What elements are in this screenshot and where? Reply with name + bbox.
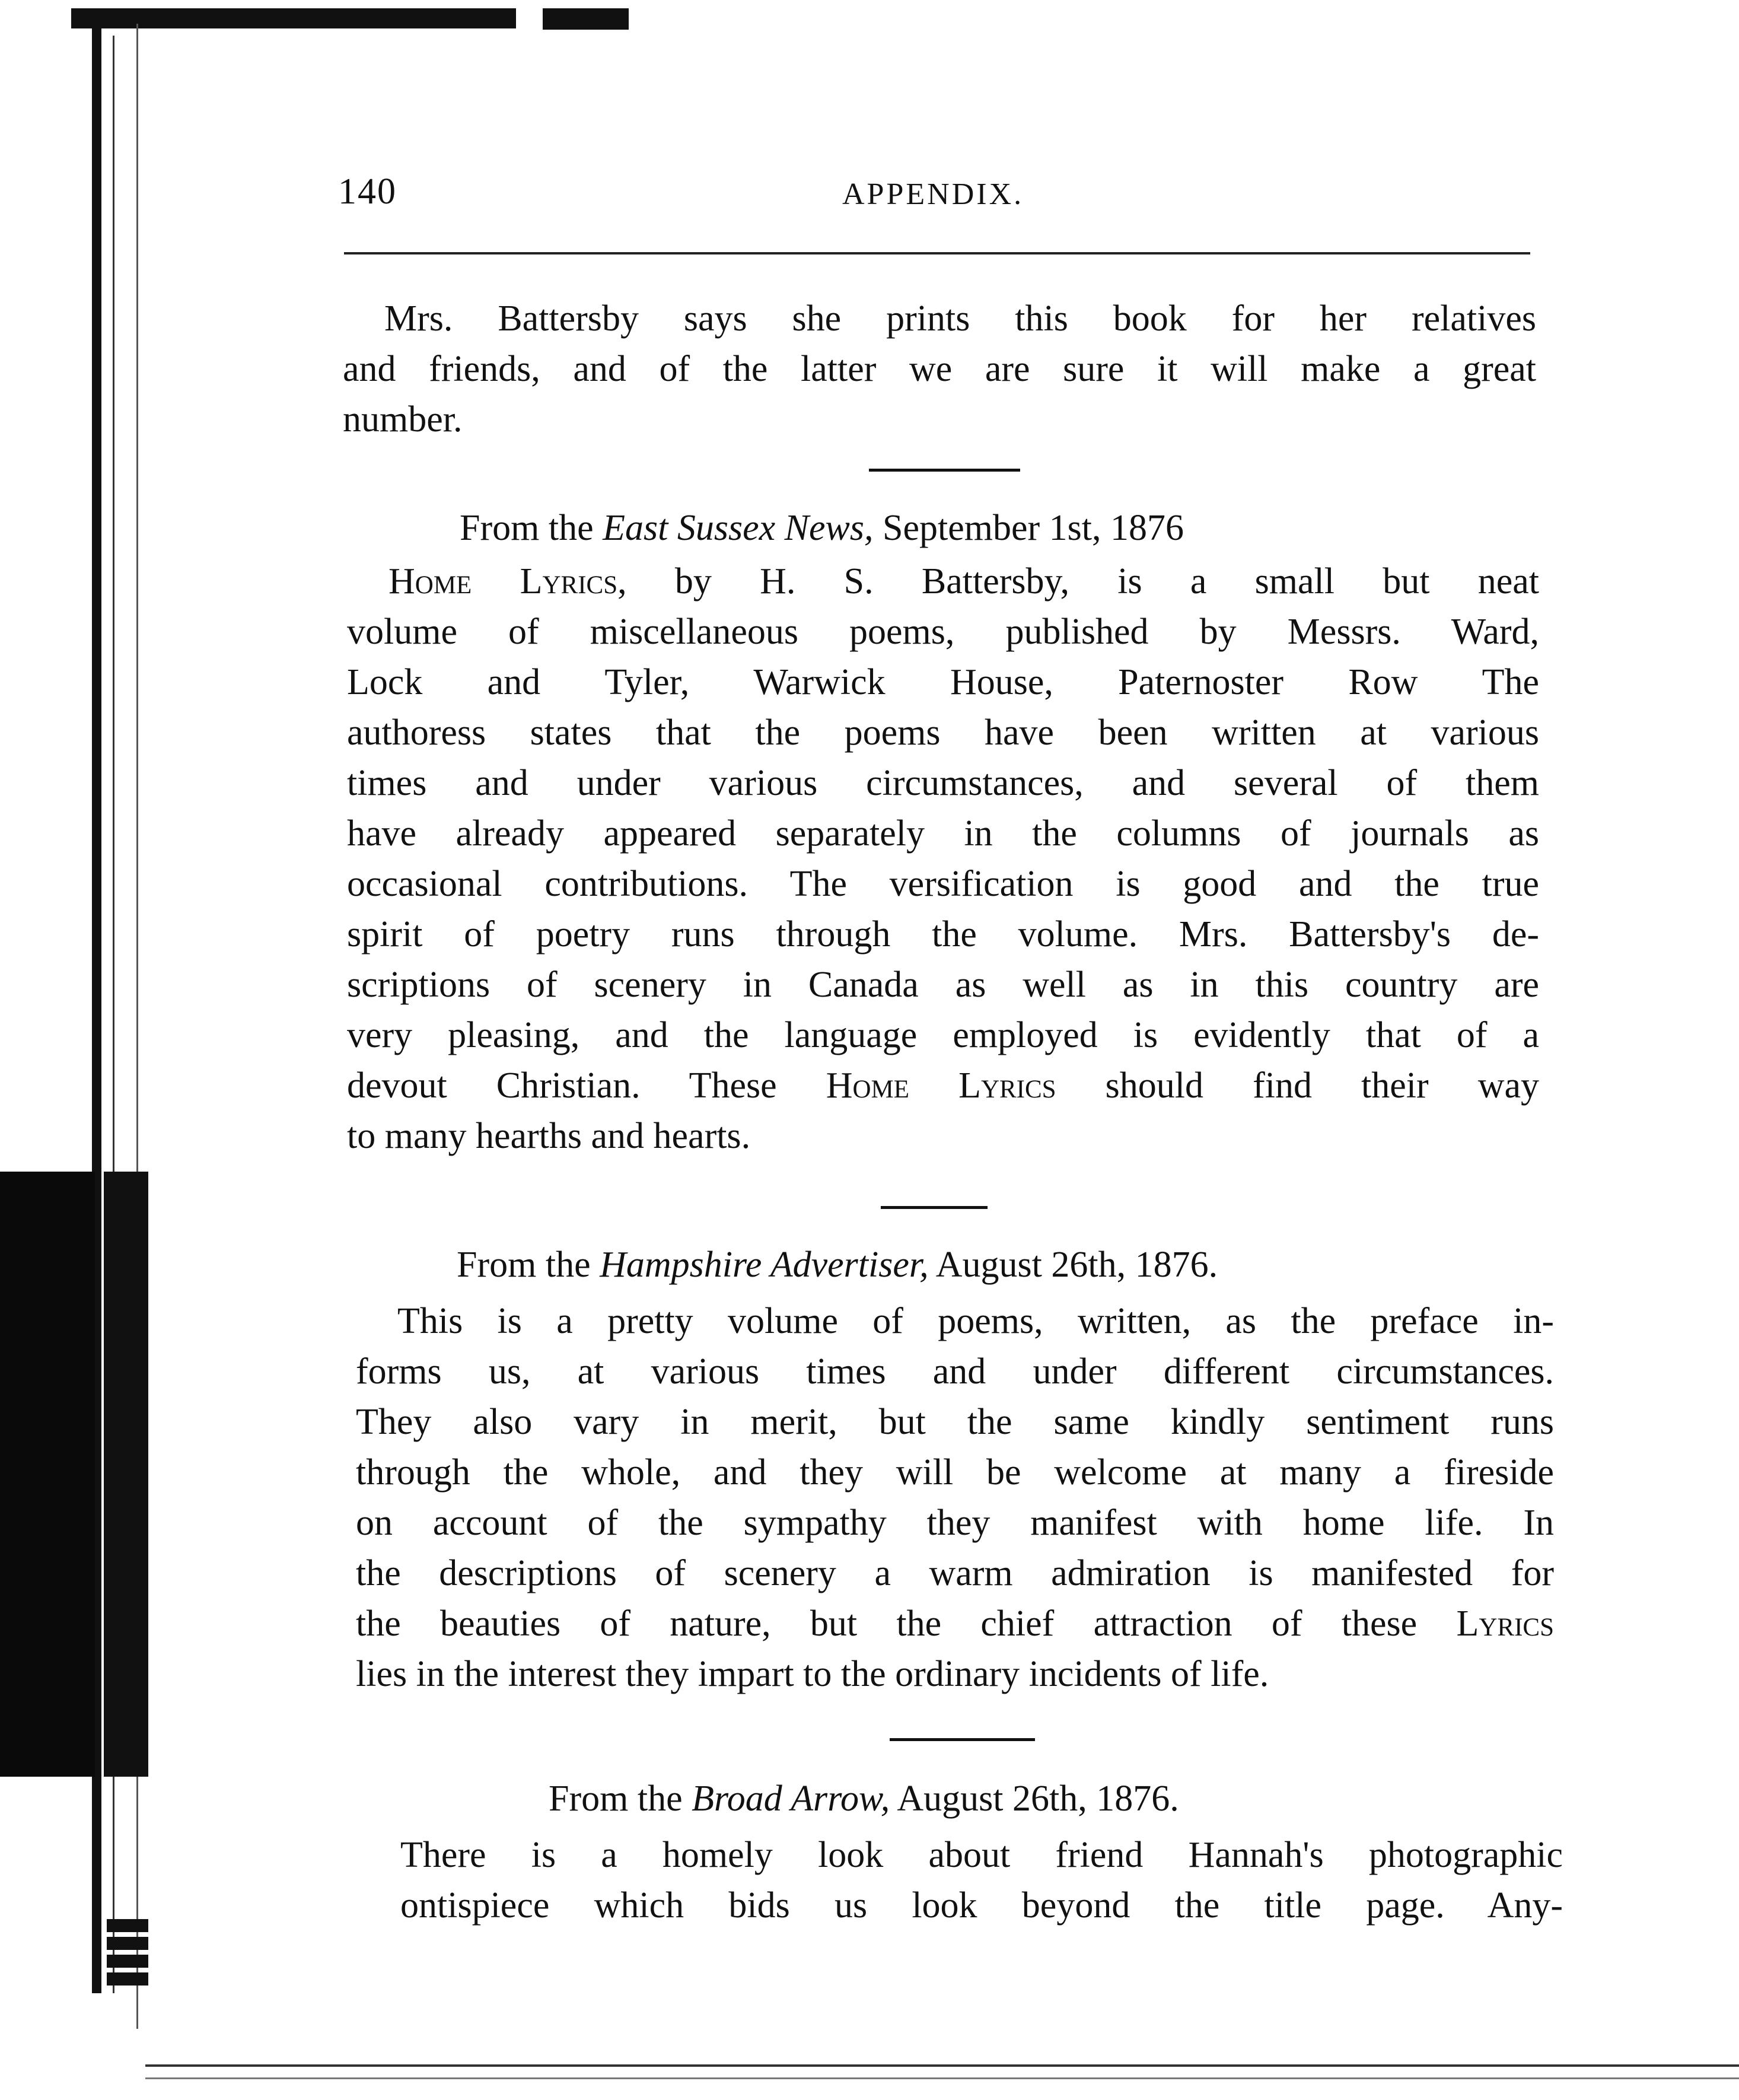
text-line: devout Christian. These Home Lyrics should find their way	[347, 1065, 1540, 1106]
text-line: Home Lyrics, by H. S. Battersby, is a small but neat	[388, 561, 1539, 602]
text-line: and friends, and of the latter we are sure it will make a great	[343, 349, 1536, 389]
section-separator	[869, 469, 1020, 472]
text-line: forms us, at various times and under different circumstances.	[356, 1351, 1554, 1392]
text-line: They also vary in merit, but the same kindly sentiment runs	[356, 1402, 1554, 1442]
text-line: scriptions of scenery in Canada as well as in this country are	[347, 965, 1539, 1005]
text-line: through the whole, and they will be welcome at many a fireside	[356, 1452, 1554, 1493]
text-line: authoress states that the poems have been written at various	[347, 712, 1539, 753]
text-line: Mrs. Battersby says she prints this book for her relatives	[384, 298, 1536, 339]
scan-bottom-edge	[145, 2064, 1739, 2067]
scan-mark	[107, 1955, 148, 1968]
text-line: volume of miscellaneous poems, published by Messrs. Ward,	[347, 612, 1539, 652]
book-title-caps: Home Lyrics	[826, 1065, 1056, 1106]
text-line: very pleasing, and the language employed is evidently that of a	[347, 1015, 1539, 1055]
scan-binding-edge-top-right	[543, 8, 629, 30]
source-title: Broad Arrow,	[692, 1778, 890, 1819]
text-line: have already appeared separately in the columns of journals as	[347, 813, 1539, 854]
section-separator	[890, 1738, 1035, 1741]
text-line: spirit of poetry runs through the volume. Mrs. Battersby's de-	[347, 914, 1539, 954]
page-number: 140	[338, 171, 397, 212]
text-line: lies in the interest they impart to the ordinary incidents of life.	[356, 1654, 1269, 1694]
source-line-broad-arrow	[549, 1774, 1179, 1824]
source-title: East Sussex News,	[603, 508, 874, 548]
source-date: August 26th, 1876.	[928, 1245, 1218, 1285]
text-line: ontispiece which bids us look beyond the title page. Any-	[400, 1885, 1563, 1926]
text-line: to many hearths and hearts.	[347, 1116, 751, 1156]
text-line: on account of the sympathy they manifest with home life. In	[356, 1503, 1554, 1543]
review-hampshire	[356, 1296, 1554, 1700]
text-line: times and under various circumstances, and several of them	[347, 763, 1539, 803]
source-prefix: From the	[549, 1778, 692, 1819]
scan-mark	[107, 1972, 148, 1986]
text-line: the beauties of nature, but the chief attraction of these Lyrics	[356, 1603, 1554, 1644]
source-date: September 1st, 1876	[873, 508, 1184, 548]
source-prefix: From the	[457, 1245, 600, 1285]
text-line: This is a pretty volume of poems, written, as the preface in-	[397, 1301, 1554, 1341]
text-line: occasional contributions. The versification is good and the true	[347, 864, 1539, 904]
scan-shadow-block	[0, 1172, 95, 1777]
text-line: number.	[343, 399, 463, 440]
book-title-caps: Home Lyrics,	[388, 561, 627, 602]
book-title-caps: Lyrics	[1456, 1603, 1554, 1644]
section-separator	[881, 1206, 988, 1209]
scan-mark	[107, 1919, 148, 1932]
source-line-hampshire	[457, 1240, 1218, 1290]
text-line: Lock and Tyler, Warwick House, Paternoster Row The	[347, 662, 1539, 702]
review-east-sussex	[347, 556, 1539, 1162]
scan-shadow-block-inner	[104, 1172, 148, 1777]
running-head: APPENDIX.	[842, 177, 1024, 211]
source-title: Hampshire Advertiser,	[600, 1245, 929, 1285]
text-line: There is a homely look about friend Hannah's photographic	[400, 1835, 1563, 1875]
source-line-east-sussex	[460, 503, 1184, 553]
header-rule	[344, 252, 1530, 254]
opening-paragraph	[343, 294, 1536, 445]
scan-mark	[107, 1937, 148, 1950]
source-prefix: From the	[460, 508, 603, 548]
review-broad-arrow	[400, 1830, 1563, 1931]
scan-bottom-edge-lower	[145, 2077, 1739, 2079]
text-line: the descriptions of scenery a warm admiration is manifested for	[356, 1553, 1554, 1593]
source-date: August 26th, 1876.	[890, 1778, 1179, 1819]
